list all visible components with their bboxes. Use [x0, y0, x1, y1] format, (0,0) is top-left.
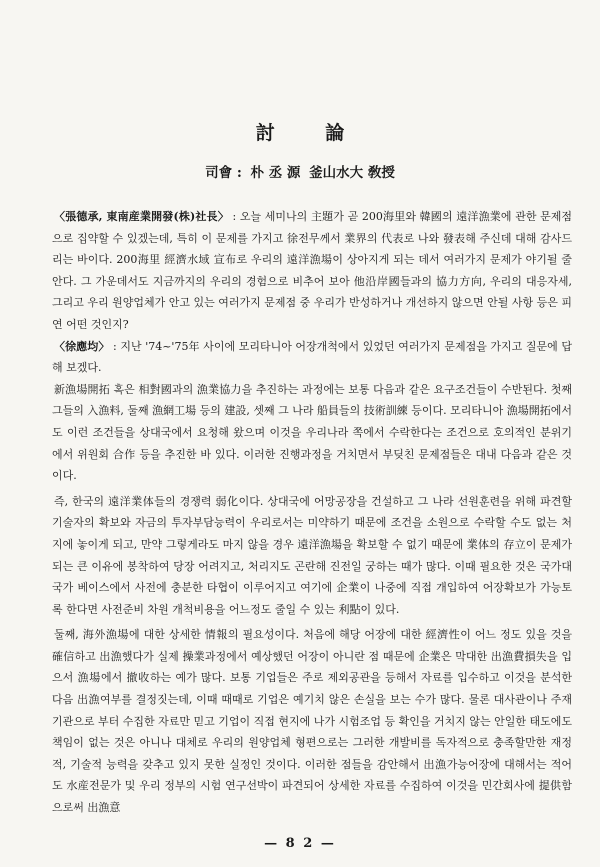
moderator-affiliation: 釜山水大 敎授 — [309, 165, 395, 181]
moderator-prefix: 司會 : — [205, 165, 242, 181]
paragraph-text: : 오늘 세미나의 主題가 곧 200海里와 韓國의 遠洋漁業에 관한 문제점으로 집약할 수 있겠는데, 특히 이 문제를 가지고 徐전무께서 業界의 代表로 나와 發表해 주신데 대해 감사드리는 바이다. 200海里 經濟水域 宣布로 우리의 遠洋漁場이 상아지게 되는 데서 여러가지 문제가 야기될 줄 안다. 그 가운데서도 지금까지의 우리의 경험으로 비추어 보아 他沿岸國들과의 協力方向, 우리의 대응자세, 그리고 우리 원양업체가 안고 있는 여러가지 문제점 중 우리가 반성하거나 개선하지 않으면 안될 사항 등은 피연 어떤 것인지? — [52, 210, 572, 331]
paragraph-text: 둘째, 海外漁場에 대한 상세한 情報의 필요성이다. 처음에 해당 어장에 대한 經濟性이 어느 정도 있을 것을 確信하고 出漁했다가 실제 操業과정에서 예상했던 어장이 아니란 점 때문에 企業은 막대한 出漁費損失을 입으서 漁場에서 撤收하는 예가 많다. 보통 기업들은 주로 제외공관을 등해서 자료를 입수하고 이것을 분석한 다음 出漁여부를 결정짓는데, 이때 때때로 기업은 예기치 않은 손실을 보는 수가 많다. 물론 대사관이나 주재기관으로 부터 수집한 자료만 믿고 기업이 직접 현지에 나가 시험조업 등 확인을 거치지 않는 안일한 태도에도 책임이 없는 것은 아니나 대체로 우리의 원양업체 형편으로는 그러한 개발비를 독자적으로 충족할만한 재정적, 기술적 능력을 갖추고 있지 못한 실정인 것이다. 이러한 점들을 감안해서 出漁가능어장에 대해서는 적어도 水産전문가 및 우리 정부의 시험 연구선박이 파견되어 상세한 자료를 수집하여 이것을 민간회사에 提供함으로써 出漁意 — [52, 628, 572, 815]
page-number: — 8 2 — — [264, 836, 336, 851]
paragraph-text: 즉, 한국의 遠洋業体들의 경쟁력 弱化이다. 상대국에 어망공장을 건설하고 그 나라 선원훈련을 위해 파견할 기술자의 확보와 자금의 투자부담능력이 우리로서는 미약하기 때문에 조건을 소원으로 수락할 수도 없는 처지에 놓이게 되고, 만약 그렇게라도 마지 않을 경우 遠洋漁場을 확보할 수 없기 때문에 業体의 存立이 문제가 되는 큰 이유에 봉착하여 당장 어려지고, 처리지도 곤란해 진전일 궁하는 때가 많다. 이때 필요한 것은 국가대 국가 베이스에서 사전에 충분한 타협이 이루어지고 여기에 企業이 나중에 직접 개입하여 어장확보가 가능토록 한다면 사전준비 차원 개척비용을 어느정도 줄일 수 있는 利點이 있다. — [52, 494, 572, 616]
paragraph-1 — [52, 206, 572, 336]
paragraph-5 — [52, 624, 572, 818]
speaker-label: 〈張德承, 東南産業開發(株)社長〉 — [54, 210, 229, 223]
paragraph-text: 新漁場開拓 혹은 相對國과의 漁業協力을 추진하는 과정에는 보통 다음과 같은 요구조건들이 수반된다. 첫째 그들의 入漁料, 둘째 漁網工場 등의 建設, 셋째 그 나라 船員들의 技術訓練 등이다. 모리타니아 漁場開拓에서도 이런 조건들을 상대국에서 요청해 왔으며 이것을 우리나라 쪽에서 수락한다는 조건으로 호의적인 분위기에서 위원회 合作 등을 추진한 바 있다. 이러한 진행과정을 거치면서 부딪친 문제점들은 대내 다음과 같은 것이다. — [52, 382, 572, 483]
paragraph-4 — [52, 491, 572, 621]
paragraph-2 — [52, 336, 572, 379]
discussion-body — [52, 206, 572, 819]
paragraph-3 — [52, 379, 572, 487]
speaker-label: 〈徐應均〉 — [54, 339, 110, 353]
moderator-name: 朴 丞 源 — [250, 165, 301, 181]
paragraph-text: : 지난 '74~'75年 사이에 모리타니아 어장개척에서 있었던 여러가지 문제점을 가지고 질문에 답해 보겠다. — [52, 339, 572, 375]
moderator-line — [0, 161, 600, 181]
page-title: 討 論 — [255, 122, 367, 144]
